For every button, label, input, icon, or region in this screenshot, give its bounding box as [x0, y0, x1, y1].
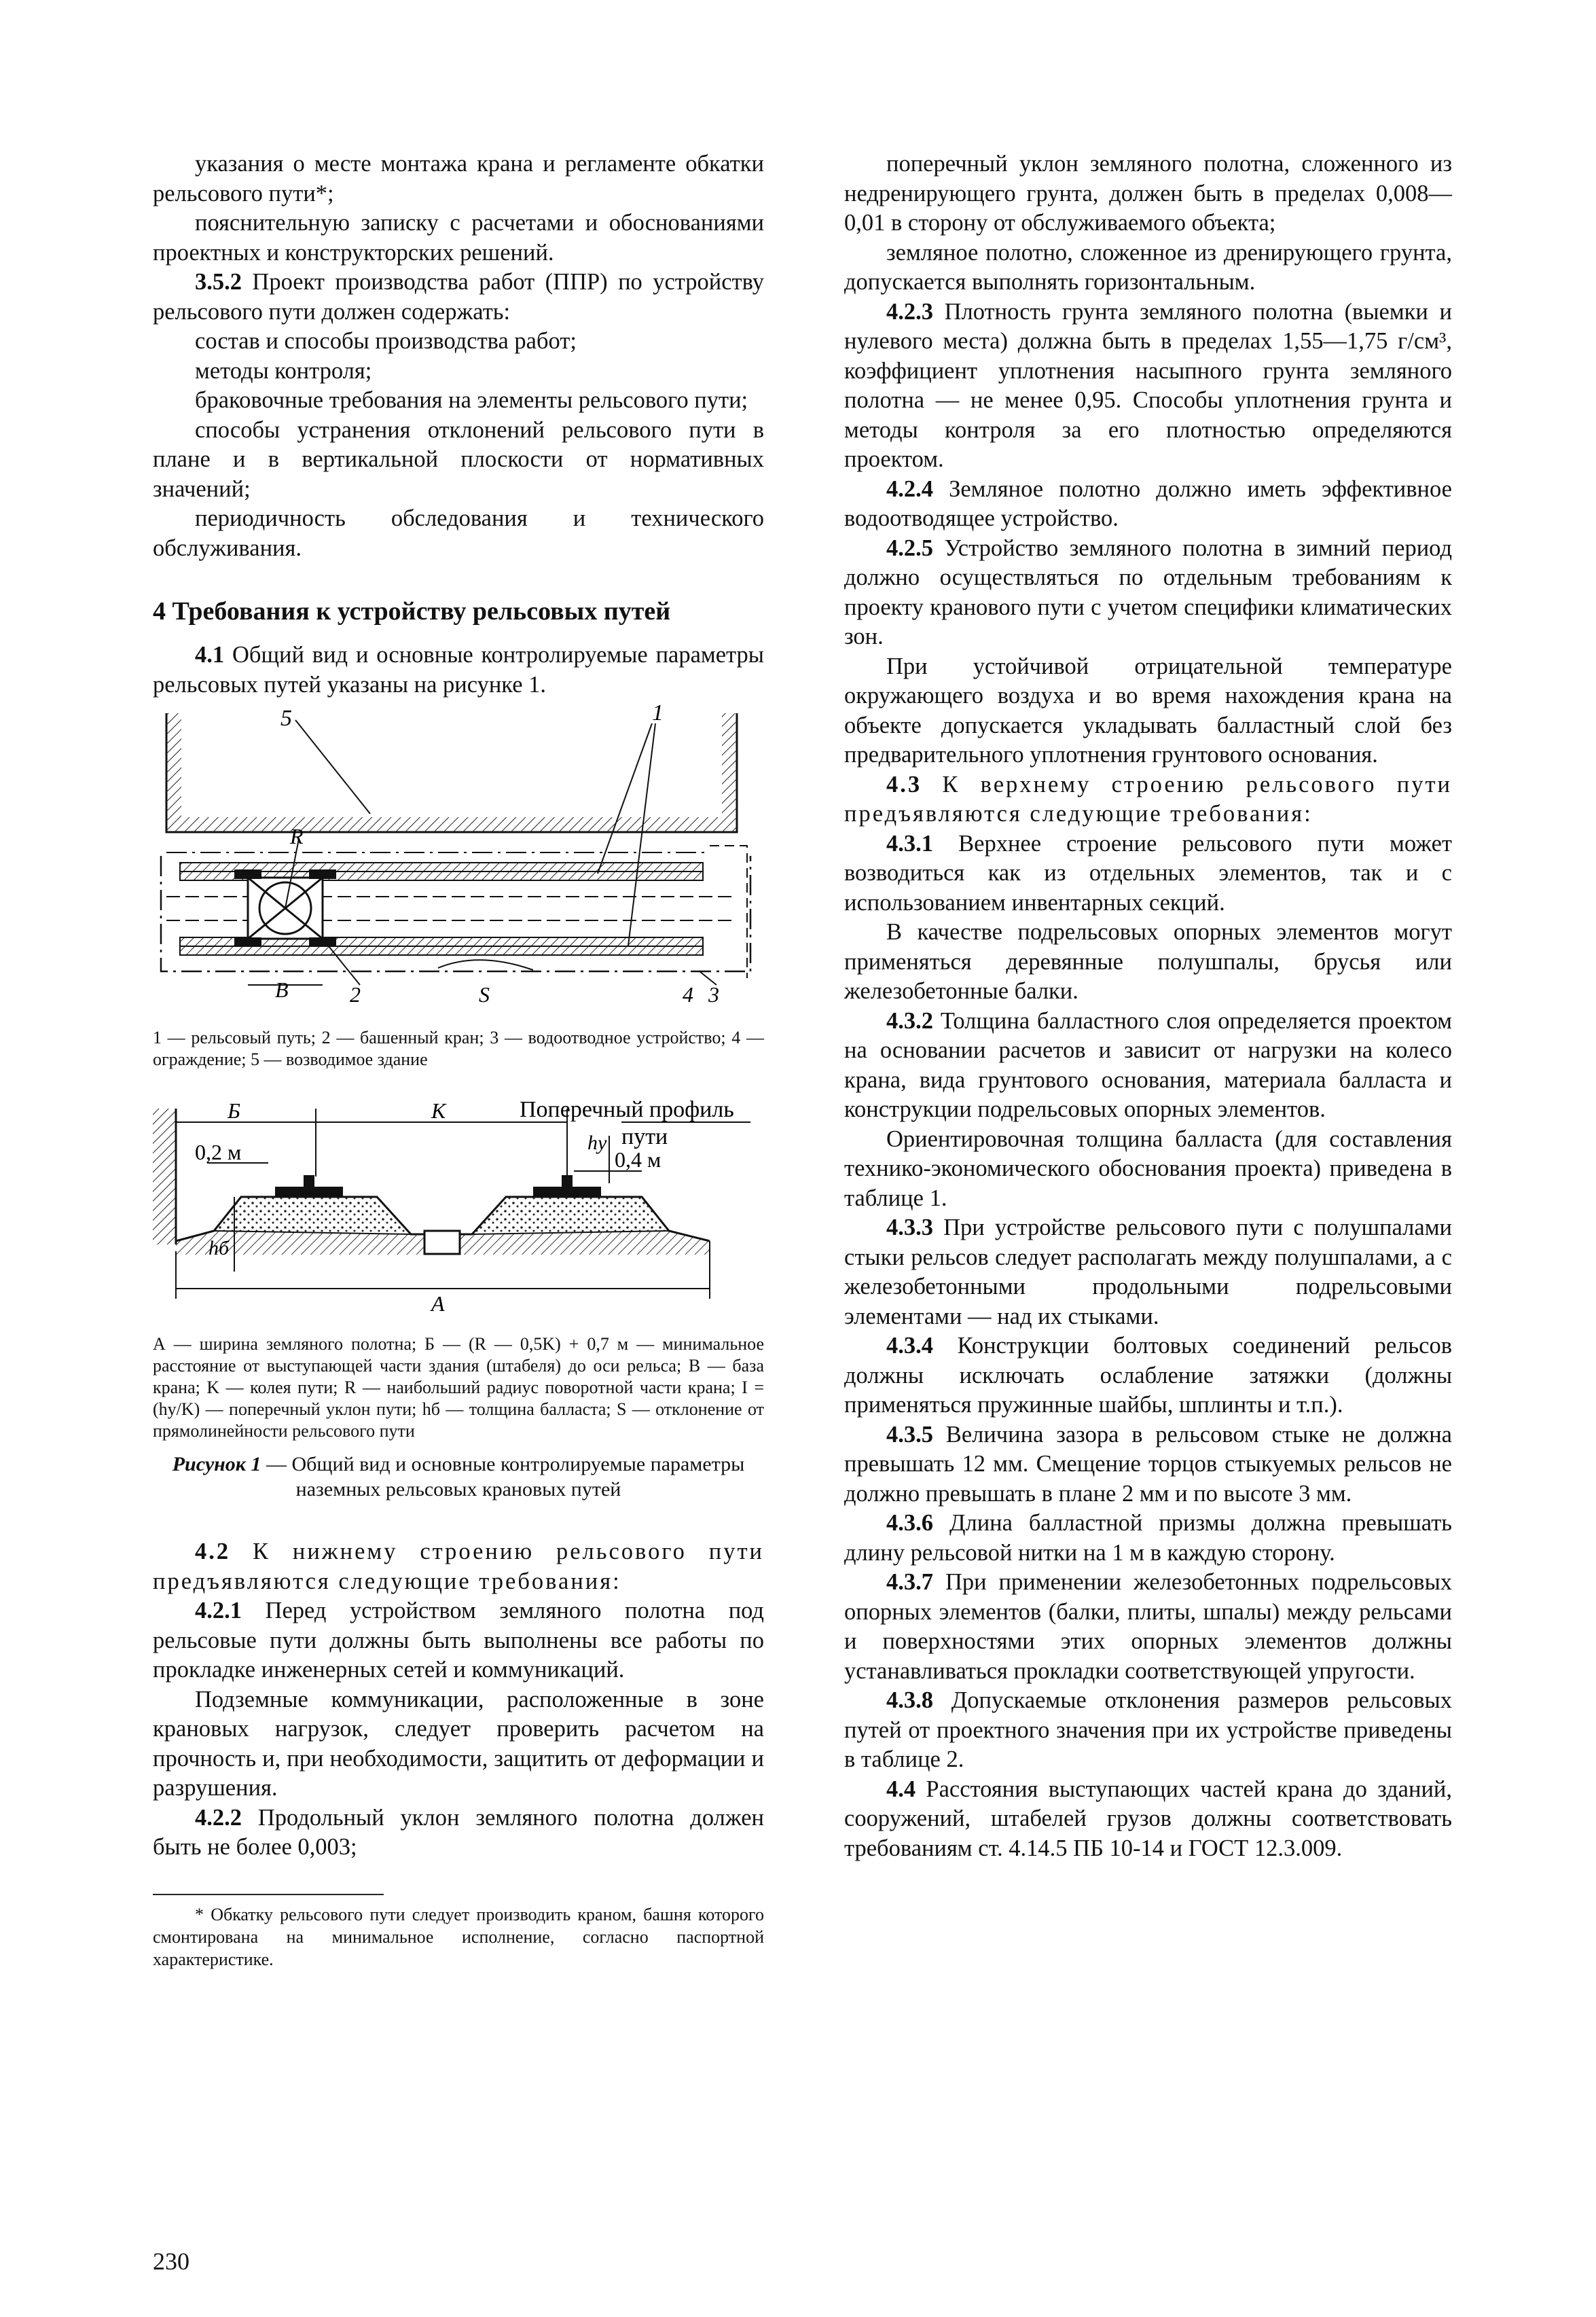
paragraph [844, 829, 1452, 918]
clause-number: 4.3.6 [886, 1510, 933, 1536]
paragraph: периодичность обследования и технического обслуживания. [153, 505, 764, 561]
clause-text: Земляное полотно должно иметь эффективное водоотводящее устройство. [844, 475, 1452, 531]
clause-text: Толщина балластного слоя определяется проектом на основании расчетов и зависит от нагрузки на колесо крана, вида грунтового основания, материала балласта и конструкции подрельсовых опорных элементов. [844, 1007, 1452, 1122]
paragraph: способы устранения отклонений рельсового пути в плане и в вертикальной плоскости от нормативных значений; [153, 416, 764, 502]
cross-section-figure [153, 1095, 764, 1319]
clause-text: Устройство земляного полотна в зимний период должно осуществляться по отдельным требованиям к проекту кранового пути с учетом специфики климатических зон. [844, 535, 1452, 649]
paragraph: Подземные коммуникации, расположенные в зоне крановых нагрузок, следует проверить расчетом на прочность и, при необходимости, защитить от деформации и разрушения. [153, 1686, 764, 1801]
clause-number: 4.2 [195, 1539, 231, 1564]
footnote-rule [153, 1894, 384, 1895]
label-1: 1 [652, 700, 664, 725]
clause-text: При устройстве рельсового пути с полушпалами стыки рельсов следует располагать между полушпалами, а с железобетонными продольными подрельсовыми элементами — над их стыками. [844, 1215, 1452, 1329]
clause-number: 4.3.3 [886, 1215, 933, 1240]
label-5: 5 [280, 706, 292, 731]
profile-title-line2: пути [621, 1124, 668, 1149]
paragraph: При устойчивой отрицательной температуре окружающего воздуха и во время нахождения крана на объекте допускается укладывать балластный слой без предварительного уплотнения грунтового основания. [844, 653, 1452, 768]
clause-text: Общий вид и основные контролируемые параметры рельсовых путей указаны на рисунке 1. [153, 642, 764, 698]
clause-number: 4.2.1 [195, 1598, 242, 1623]
clause-text: При применении железобетонных подрельсовых опорных элементов (балки, плиты, шпалы) между рельсами и поверхностями этих опорных элементов должны устанавливаться прокладки соответствующей упругости. [844, 1569, 1452, 1684]
paragraph: Ориентировочная толщина балласта (для составления технико-экономического обоснования проекта) приведена в таблице 1. [844, 1126, 1452, 1211]
clause-number: 4.3 [886, 771, 922, 797]
clause-number: 4.4 [886, 1776, 916, 1802]
label-hy: hу [587, 1131, 607, 1154]
paragraph [153, 1803, 764, 1863]
paragraph [153, 1596, 764, 1685]
label-0-2m: 0,2 м [195, 1139, 242, 1164]
label-R: R [290, 824, 304, 848]
paragraph: браковочные требования на элементы рельсового пути; [195, 387, 748, 413]
clause-number: 4.2.3 [886, 298, 933, 325]
plan-view-figure [153, 700, 764, 1019]
clause-number: 4.1 [195, 642, 225, 668]
label-0-4m: 0,4 м [615, 1147, 661, 1172]
paragraph [153, 641, 764, 700]
left-column [153, 149, 764, 1971]
paragraph [844, 1686, 1452, 1775]
profile-title-line1: Поперечный профиль [520, 1096, 734, 1122]
paragraph [844, 1213, 1452, 1331]
footnote: * Обкатку рельсового пути следует производить краном, башня которого смонтирована на минимальное исполнение, согласно паспортной характеристике. [153, 1904, 764, 1969]
label-3: 3 [708, 982, 719, 1007]
clause-text: Длина балластной призмы должна превышать длину рельсовой нитки на 1 м в каждую сторону. [844, 1510, 1452, 1566]
figure-legend-2: А — ширина земляного полотна; Б — (R — 0,5K) + 0,7 м — минимальное расстояние от выступающей части здания (штабеля) до оси рельса; В — база крана; K — колея пути; R — наибольший радиус поворотной части крана; I =(hу/K) — поперечный уклон пути; hб — толщина балласта; S — отклонение от прямолинейности рельсового пути [153, 1334, 764, 1441]
paragraph [844, 475, 1452, 534]
figure-title [153, 1452, 764, 1502]
section-heading: 4 Требования к устройству рельсовых путей [153, 597, 671, 626]
figure-title-label: Рисунок 1 [172, 1453, 261, 1475]
paragraph: пояснительную записку с расчетами и обоснованиями проектных и конструкторских решений. [153, 210, 764, 266]
clause-text: Расстояния выступающих частей крана до зданий, сооружений, штабелей грузов должны соответствовать требованиям ст. 4.14.5 ПБ 10-14 и ГОСТ 12.3.009. [844, 1776, 1452, 1861]
paragraph [844, 1509, 1452, 1568]
clause-number: 4.2.2 [195, 1804, 242, 1831]
paragraph: земляное полотно, сложенное из дренирующего грунта, допускается выполнять горизонтальным. [844, 239, 1452, 295]
clause-text: Верхнее строение рельсового пути может возводиться как из отдельных элементов, так и с использованием инвентарных секций. [844, 830, 1452, 916]
paragraph [153, 1537, 764, 1596]
building-outline [166, 713, 737, 832]
figure-title-text: — Общий вид и основные контролируемые параметры наземных рельсовых крановых путей [261, 1453, 745, 1501]
label-A: А [431, 1291, 445, 1316]
paragraph [844, 1568, 1452, 1686]
crane [234, 839, 336, 947]
label-B: В [275, 977, 289, 1002]
clause-number: 4.2.4 [886, 475, 933, 502]
clause-number: 3.5.2 [195, 269, 242, 295]
paragraph [844, 770, 1452, 829]
label-2: 2 [350, 982, 361, 1007]
clause-text: К верхнему строению рельсового пути предъявляются следующие требования: [844, 771, 1452, 827]
paragraph: указания о месте монтажа крана и регламенте обкатки рельсового пути*; [153, 151, 764, 206]
page-number: 230 [153, 2248, 189, 2275]
label-4: 4 [683, 982, 693, 1007]
clause-number: 4.3.2 [886, 1007, 933, 1034]
clause-number: 4.3.7 [886, 1569, 933, 1595]
paragraph: поперечный уклон земляного полотна, сложенного из недренирующего грунта, должен быть в пределах 0,008—0,01 в сторону от обслуживаемого объекта; [844, 151, 1452, 236]
right-column [844, 149, 1452, 1863]
label-Б: Б [228, 1098, 240, 1123]
paragraph [844, 1331, 1452, 1420]
paragraph: методы контроля; [195, 357, 372, 384]
label-S: S [479, 982, 490, 1007]
clause-number: 4.2.5 [886, 535, 933, 561]
paragraph [844, 1420, 1452, 1509]
paragraph: В качестве подрельсовых опорных элементов могут применяться деревянные полушпалы, брусья или железобетонные балки. [844, 919, 1452, 1004]
clause-text: Проект производства работ (ППР) по устройству рельсового пути должен содержать: [153, 269, 764, 325]
paragraph [844, 298, 1452, 475]
clause-text: Перед устройством земляного полотна под рельсовые пути должны быть выполнены все работы по прокладке инженерных сетей и коммуникаций. [153, 1598, 764, 1683]
clause-text: Допускаемые отклонения размеров рельсовых путей от проектного значения при их устройстве приведены в таблице 2. [844, 1687, 1452, 1772]
label-hb: hб [208, 1236, 230, 1259]
clause-text: Продольный уклон земляного полотна должен быть не более 0,003; [153, 1804, 764, 1860]
clause-text: Конструкции болтовых соединений рельсов должны исключать ослабление затяжки (должны применяться пружинные шайбы, шплинты и т.п.). [844, 1333, 1452, 1418]
paragraph: состав и способы производства работ; [195, 328, 577, 354]
clause-text: Плотность грунта земляного полотна (выемки и нулевого места) должна быть в пределах 1,55—1,75 г/см³, коэффициент уплотнения насыпного грунта земляного полотна — не менее 0,95. Способы уплотнения грунта и методы контроля за его плотностью определяются проектом. [844, 298, 1452, 472]
clause-text: К нижнему строению рельсового пути предъявляются следующие требования: [153, 1539, 764, 1594]
clause-number: 4.3.4 [886, 1333, 933, 1359]
paragraph [844, 1007, 1452, 1125]
paragraph [153, 268, 764, 327]
label-K: K [431, 1098, 446, 1123]
clause-text: Величина зазора в рельсовом стыке не должна превышать 12 мм. Смещение торцов стыкуемых рельсов не должно превышать в плане 2 мм и по высоте 3 мм. [844, 1421, 1452, 1507]
paragraph [844, 534, 1452, 652]
clause-number: 4.3.8 [886, 1687, 933, 1713]
clause-number: 4.3.5 [886, 1421, 933, 1448]
paragraph [844, 1775, 1452, 1864]
figure-legend-1: 1 — рельсовый путь; 2 — башенный кран; 3 — водоотводное устройство; 4 — ограждение; 5 — возводимое здание [153, 1027, 764, 1069]
clause-number: 4.3.1 [886, 830, 933, 857]
